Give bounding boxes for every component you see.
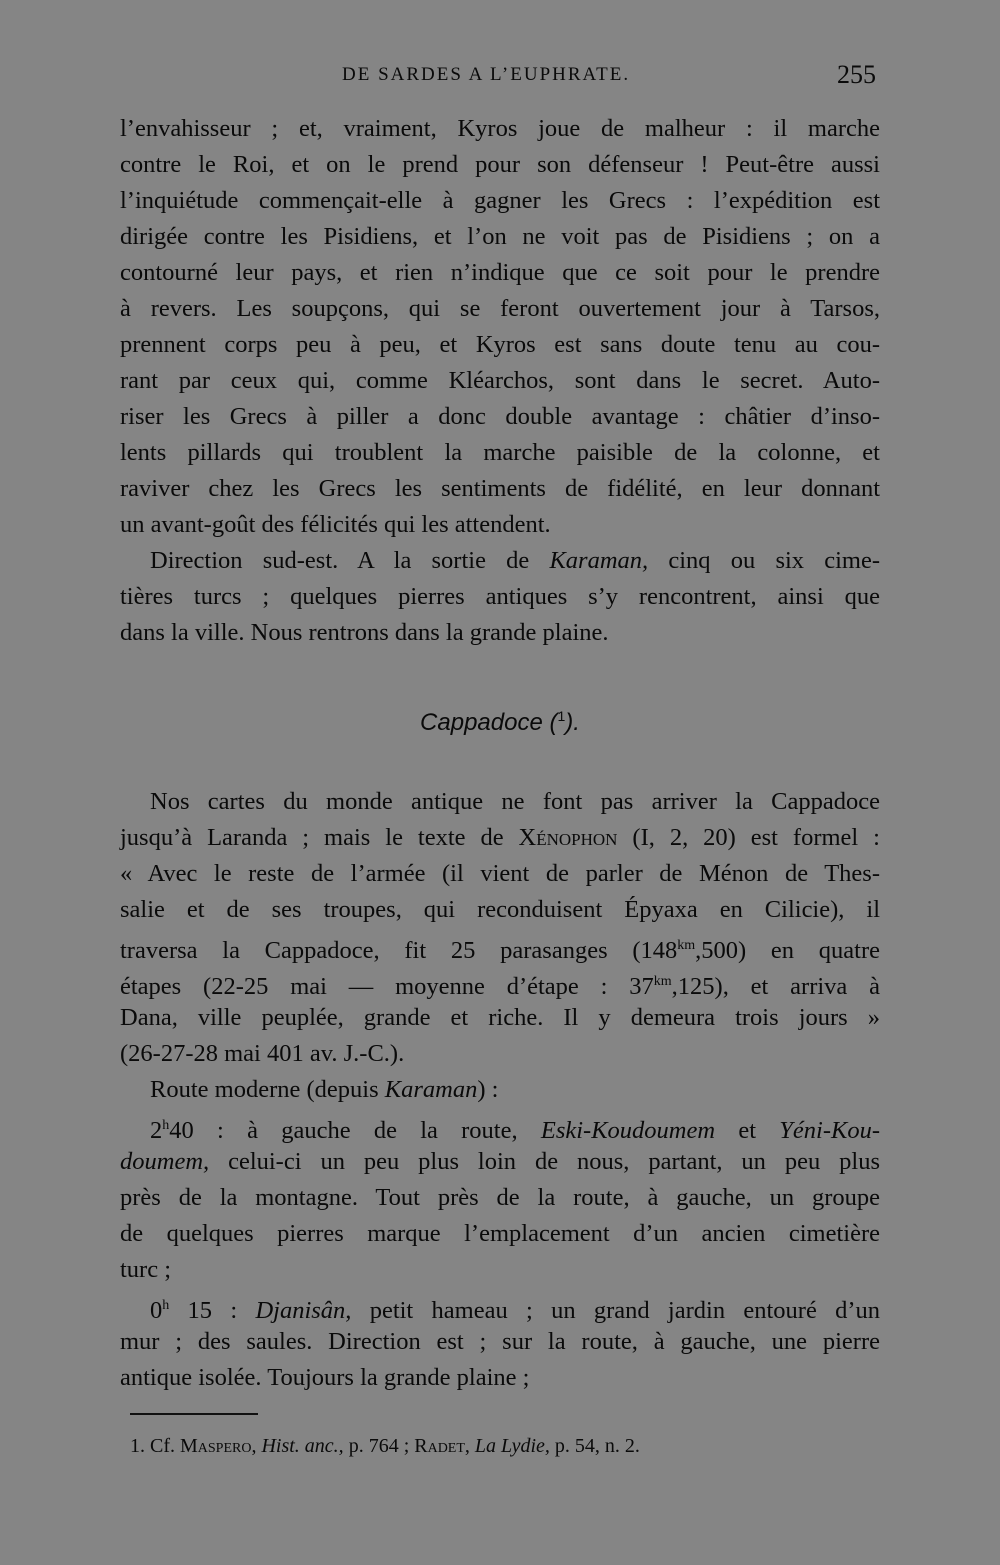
text-run: (I, 2, 20) est formel : — [617, 824, 880, 851]
text-run: : — [212, 1297, 256, 1325]
text-line: l’inquiétude commençait-elle à gagner les Grecs : l’expédition est — [120, 187, 880, 214]
text-line — [120, 543, 880, 579]
text-run: et — [715, 1117, 780, 1145]
author-name: Radet, — [414, 1435, 470, 1457]
text-line — [120, 1108, 880, 1144]
text-line: l’envahisseur ; et, vraiment, Kyros joue de malheur : il marche — [120, 115, 880, 142]
footnote-reference: 1 — [557, 708, 566, 724]
text-line: dans la ville. Nous rentrons dans la grande plaine. — [120, 619, 609, 646]
time-value: 0 — [150, 1297, 163, 1325]
text-line — [120, 928, 880, 964]
text-run: cinq ou six cime- — [648, 547, 881, 574]
text-run: p. 54, n. 2. — [549, 1435, 640, 1457]
text-run: celui-ci un peu plus loin de nous, partant, un peu plus — [209, 1148, 880, 1175]
text-run: ) : — [477, 1076, 499, 1103]
text-run: étapes (22-25 mai — moyenne d’étape : 37 — [120, 973, 654, 1001]
unit-superscript: km — [653, 974, 672, 989]
work-title: Hist. anc., — [261, 1435, 344, 1457]
running-title: DE SARDES A L’EUPHRATE. — [342, 64, 631, 85]
paragraph-cappadoce — [120, 784, 880, 1396]
text-run: petit hameau ; un grand jardin entouré d’un — [351, 1297, 881, 1325]
time-value: 2 — [150, 1117, 163, 1145]
author-name: Maspero, — [180, 1435, 257, 1457]
text-line: de quelques pierres marque l’emplacement d’un ancien cimetière — [120, 1220, 880, 1247]
place-name: Djanisân, — [255, 1297, 352, 1325]
footnote-number: 1. — [130, 1435, 145, 1457]
place-name: Yéni-Kou- — [779, 1117, 880, 1145]
text-run: ,500) en quatre — [695, 937, 880, 965]
text-line: mur ; des saules. Direction est ; sur la route, à gauche, une pierre — [120, 1328, 880, 1355]
text-run: traversa la Cappadoce, fit 25 parasanges (148 — [120, 937, 678, 965]
work-title: La Lydie, — [474, 1435, 550, 1457]
text-line — [120, 1288, 880, 1324]
text-run: jusqu’à Laranda ; mais le texte de — [120, 824, 519, 851]
unit-superscript: km — [677, 938, 696, 953]
text-line: contourné leur pays, et rien n’indique que ce soit pour le prendre — [120, 259, 880, 286]
text-line: dirigée contre les Pisidiens, et l’on ne voit pas de Pisidiens ; on a — [120, 223, 880, 250]
text-line: tières turcs ; quelques pierres antiques s’y rencontrent, ainsi que — [120, 583, 880, 610]
footnote — [130, 1432, 830, 1460]
text-line: « Avec le reste de l’armée (il vient de parler de Ménon de Thes- — [120, 860, 880, 887]
text-line: Dana, ville peuplée, grande et riche. Il y demeura trois jours » — [120, 1004, 880, 1031]
text-run: p. 764 ; — [343, 1435, 415, 1457]
text-line: contre le Roi, et on le prend pour son défenseur ! Peut-être aussi — [120, 151, 880, 178]
place-name: Karaman, — [549, 547, 649, 574]
place-name: Eski-Koudoumem — [540, 1117, 716, 1145]
text-line: antique isolée. Toujours la grande plaine ; — [120, 1364, 530, 1391]
text-line: rant par ceux qui, comme Kléarchos, sont dans le secret. Auto- — [120, 367, 880, 394]
text-run: : à gauche de la route, — [193, 1117, 541, 1145]
time-value: 40 — [169, 1117, 194, 1145]
section-heading: Cappadoce ($^1$). — [420, 708, 580, 736]
unit-superscript: h — [162, 1298, 170, 1313]
text-line — [120, 1144, 880, 1180]
unit-superscript: h — [162, 1118, 170, 1133]
text-line: turc ; — [120, 1256, 172, 1283]
text-line — [120, 964, 880, 1000]
page-number: 255 — [837, 60, 876, 89]
page-header — [120, 60, 880, 94]
author-name: Xénophon — [518, 824, 618, 851]
paragraph-continuation — [120, 111, 880, 651]
text-line: riser les Grecs à piller a donc double avantage : châtier d’inso- — [120, 403, 880, 430]
text-run: Direction sud-est. A la sortie de — [150, 547, 550, 574]
footnote-rule — [130, 1413, 258, 1415]
text-line: salie et de ses troupes, qui reconduisent Épyaxa en Cilicie), il — [120, 896, 880, 923]
section-title: Cappadoce — [420, 709, 543, 736]
text-line: lents pillards qui troublent la marche paisible de la colonne, et — [120, 439, 880, 466]
place-name: Karaman — [384, 1076, 478, 1103]
text-run: Route moderne (depuis — [150, 1076, 385, 1103]
text-line — [120, 1072, 880, 1108]
text-run: ,125), et arriva à — [671, 973, 880, 1001]
text-line: près de la montagne. Tout près de la route, à gauche, un groupe — [120, 1184, 880, 1211]
text-line: raviver chez les Grecs les sentiments de fidélité, en leur donnant — [120, 475, 880, 502]
text-line: prennent corps peu à peu, et Kyros est sans doute tenu au cou- — [120, 331, 880, 358]
text-line: un avant-goût des félicités qui les attendent. — [120, 511, 551, 538]
text-line: Nos cartes du monde antique ne font pas arriver la Cappadoce — [150, 788, 880, 815]
time-value: 15 — [169, 1297, 213, 1325]
place-name: doumem, — [120, 1148, 210, 1175]
text-line — [120, 820, 880, 856]
text-line: (26-27-28 mai 401 av. J.-C.). — [120, 1040, 405, 1067]
text-run: Cf. — [145, 1435, 180, 1457]
text-line: à revers. Les soupçons, qui se feront ouvertement jour à Tarsos, — [120, 295, 880, 322]
